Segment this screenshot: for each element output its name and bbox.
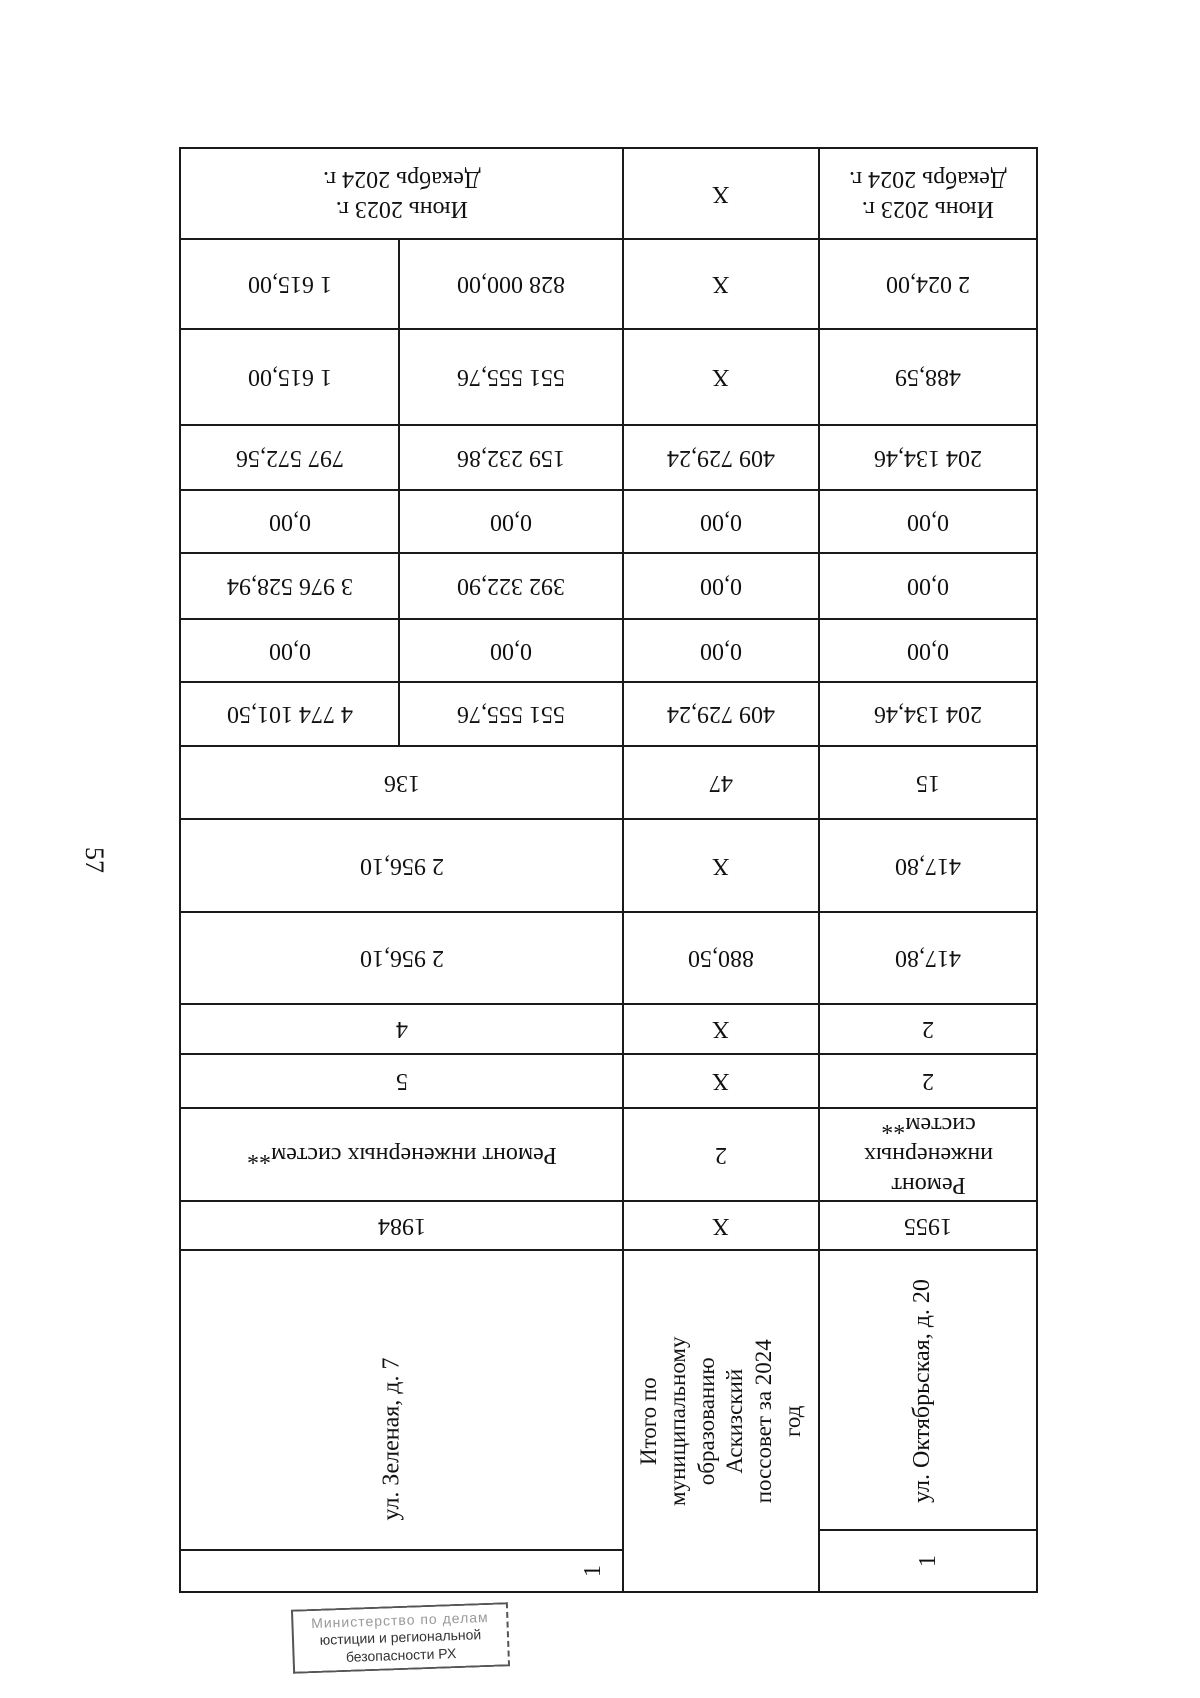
page-number: 57 (80, 847, 109, 873)
total-c9: 0,00 (622, 489, 820, 554)
top-c6: 204 134,46 (818, 681, 1038, 747)
total-c10: 409 729,24 (622, 424, 820, 491)
bottom-c7b: 0,00 (179, 618, 400, 683)
total-year: X (622, 1200, 820, 1251)
bottom-c6b: 4 774 101,50 (179, 681, 400, 747)
top-period-end: Декабрь 2024 г. (849, 165, 1007, 192)
bottom-c6a: 551 555,76 (398, 681, 624, 747)
top-c11: 488,59 (818, 328, 1038, 426)
total-period: X (622, 147, 820, 240)
bottom-c4: 2 956,10 (179, 818, 624, 913)
top-c10: 204 134,46 (818, 424, 1038, 491)
bottom-address: ул. Зеленая, д. 7 (179, 1249, 624, 1551)
top-c3: 417,80 (818, 911, 1038, 1005)
bottom-c10b: 797 572,56 (179, 424, 400, 491)
bottom-year: 1984 (179, 1200, 624, 1251)
top-period-start: Июнь 2023 г. (861, 195, 995, 222)
bottom-c5: 136 (179, 745, 624, 820)
top-c4: 417,80 (818, 818, 1038, 913)
top-c5: 15 (818, 745, 1038, 820)
top-c8: 0,00 (818, 552, 1038, 620)
total-label: Итого по муниципальному образованию Аскизский поссовет за 2024 год (622, 1249, 820, 1593)
bottom-period-start: Июнь 2023 г. (335, 195, 468, 222)
top-c7: 0,00 (818, 618, 1038, 683)
top-year: 1955 (818, 1200, 1038, 1251)
bottom-c11a: 551 555,76 (398, 328, 624, 426)
bottom-c2: 4 (179, 1003, 624, 1055)
bottom-period-end: Декабрь 2024 г. (322, 165, 481, 192)
top-work: Ремонт инженерных систем** (818, 1107, 1038, 1202)
top-c9: 0,00 (818, 489, 1038, 554)
total-c11: X (622, 328, 820, 426)
total-c1: X (622, 1053, 820, 1109)
total-work: 2 (622, 1107, 820, 1202)
bottom-c9a: 0,00 (398, 489, 624, 554)
bottom-c8a: 392 322,90 (398, 552, 624, 620)
bottom-work: Ремонт инженерных систем** (179, 1107, 624, 1202)
total-c5: 47 (622, 745, 820, 820)
bottom-c10a: 159 232,86 (398, 424, 624, 491)
bottom-num: 1 (179, 1549, 624, 1593)
total-c2: X (622, 1003, 820, 1055)
total-c3: 880,50 (622, 911, 820, 1005)
bottom-c9b: 0,00 (179, 489, 400, 554)
ministry-stamp: Министерство по делам юстиции и региональной безопасности РХ (291, 1602, 510, 1674)
bottom-c1: 5 (179, 1053, 624, 1109)
total-c12: X (622, 238, 820, 330)
total-c8: 0,00 (622, 552, 820, 620)
bottom-c12a: 828 000,00 (398, 238, 624, 330)
bottom-c11b: 1 615,00 (179, 328, 400, 426)
top-address: ул. Октябрьская, д. 20 (818, 1249, 1038, 1531)
bottom-period (179, 147, 624, 240)
top-num: 1 (818, 1529, 1038, 1593)
top-c2: 2 (818, 1003, 1038, 1055)
bottom-c7a: 0,00 (398, 618, 624, 683)
top-period (818, 147, 1038, 240)
bottom-c12b: 1 615,00 (179, 238, 400, 330)
top-c1: 2 (818, 1053, 1038, 1109)
bottom-c3: 2 956,10 (179, 911, 624, 1005)
total-c7: 0,00 (622, 618, 820, 683)
total-c4: X (622, 818, 820, 913)
top-c12: 2 024,00 (818, 238, 1038, 330)
total-c6: 409 729,24 (622, 681, 820, 747)
bottom-c8b: 3 976 528,94 (179, 552, 400, 620)
